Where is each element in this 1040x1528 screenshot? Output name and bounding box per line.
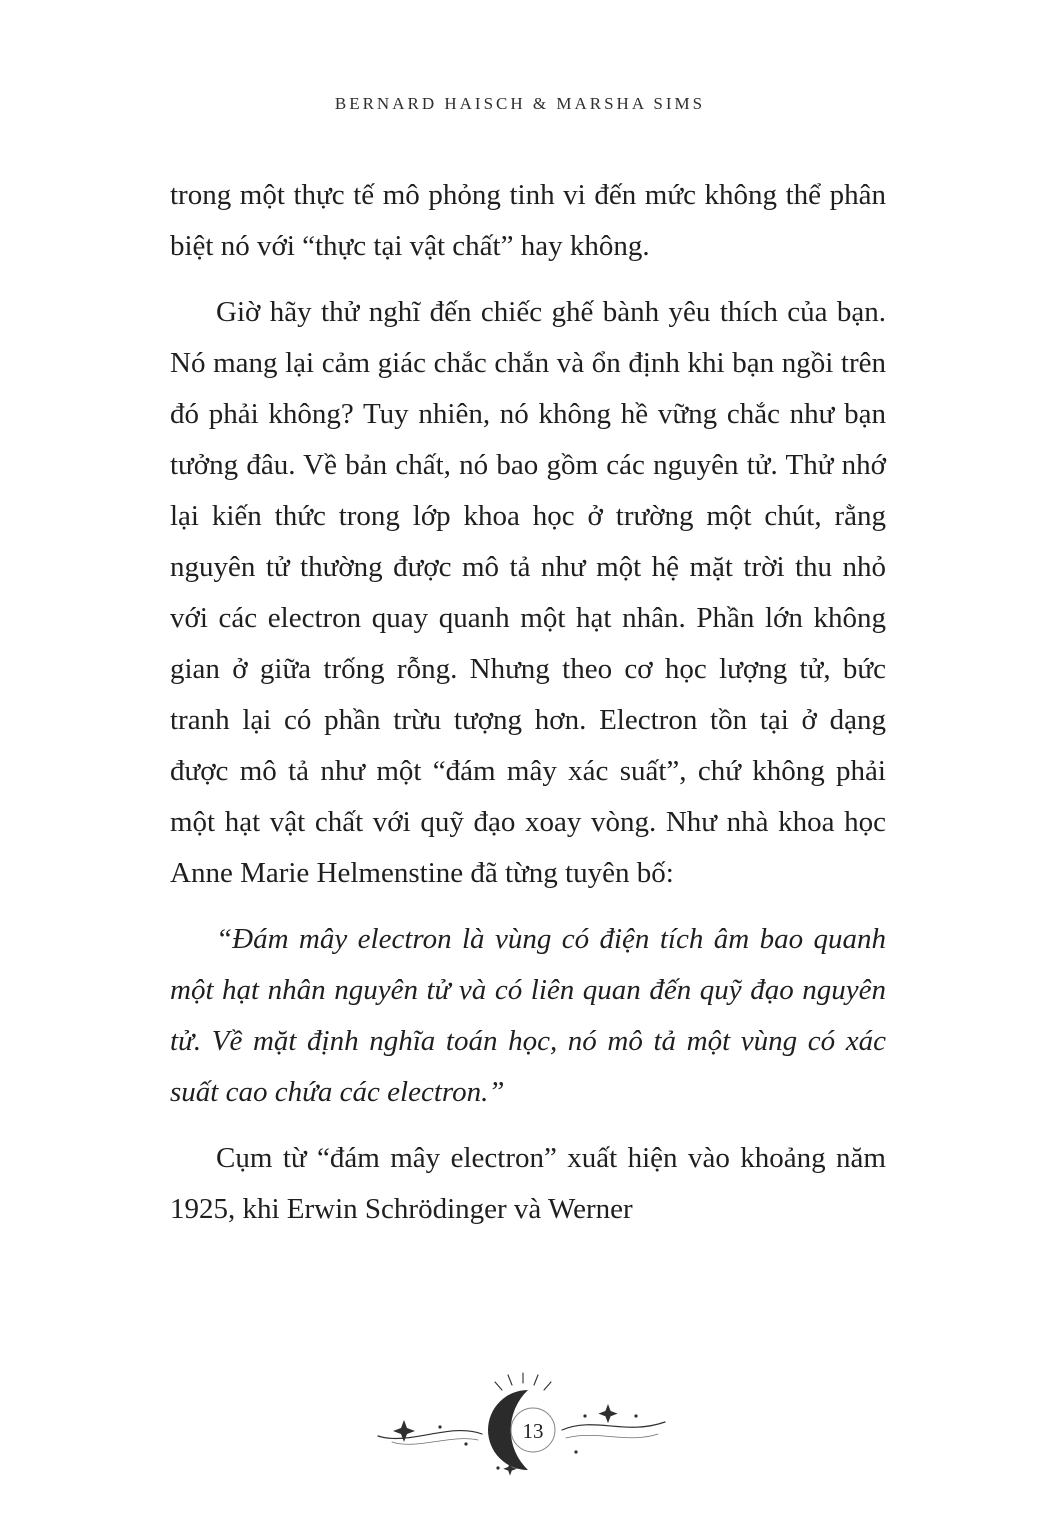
page-body xyxy=(170,170,886,1250)
block-quote: “Đám mây electron là vùng có điện tích âm bao quanh một hạt nhân nguyên tử và có liên quan đến quỹ đạo nguyên tử. Về mặt định nghĩa toán học, nó mô tả một vùng có xác suất cao chứa các electron.” xyxy=(170,923,886,1108)
dot-icon xyxy=(438,1425,441,1428)
paragraph-continuation: trong một thực tế mô phỏng tinh vi đến mức không thể phân biệt nó với “thực tại vật chất” hay không. xyxy=(170,179,886,262)
sun-rays-icon xyxy=(495,1373,551,1390)
page-footer xyxy=(0,1372,1040,1484)
footer-ornament xyxy=(370,1372,670,1484)
paragraph: Giờ hãy thử nghĩ đến chiếc ghế bành yêu thích của bạn. Nó mang lại cảm giác chắc chắn và ổn định khi bạn ngồi trên đó phải không? Tuy nhiên, nó không hề vững chắc như bạn tưởng đâu. Về bản chất, nó bao gồm các nguyên tử. Thử nhớ lại kiến thức trong lớp khoa học ở trường một chút, rằng nguyên tử thường được mô tả như một hệ mặt trời thu nhỏ với các electron quay quanh một hạt nhân. Phần lớn không gian ở giữa trống rỗng. Nhưng theo cơ học lượng tử, bức tranh lại có phần trừu tượng hơn. Electron tồn tại ở dạng được mô tả như một “đám mây xác suất”, chứ không phải một hạt vật chất với quỹ đạo xoay vòng. Như nhà khoa học Anne Marie Helmenstine đã từng tuyên bố: xyxy=(170,296,886,889)
dot-icon xyxy=(496,1466,499,1469)
page-number: 13 xyxy=(522,1419,544,1443)
footer-ornament-graphic xyxy=(370,1372,670,1484)
star-icon xyxy=(598,1404,617,1423)
running-header: BERNARD HAISCH & MARSHA SIMS xyxy=(334,94,706,113)
paragraph: Cụm từ “đám mây electron” xuất hiện vào khoảng năm 1925, khi Erwin Schrödinger và Werner xyxy=(170,1142,886,1225)
left-flourish-icon xyxy=(378,1431,482,1445)
dot-icon xyxy=(583,1414,586,1417)
dot-icon xyxy=(574,1450,577,1453)
right-flourish-icon xyxy=(562,1422,665,1438)
dot-icon xyxy=(634,1414,637,1417)
dot-icon xyxy=(464,1442,467,1445)
